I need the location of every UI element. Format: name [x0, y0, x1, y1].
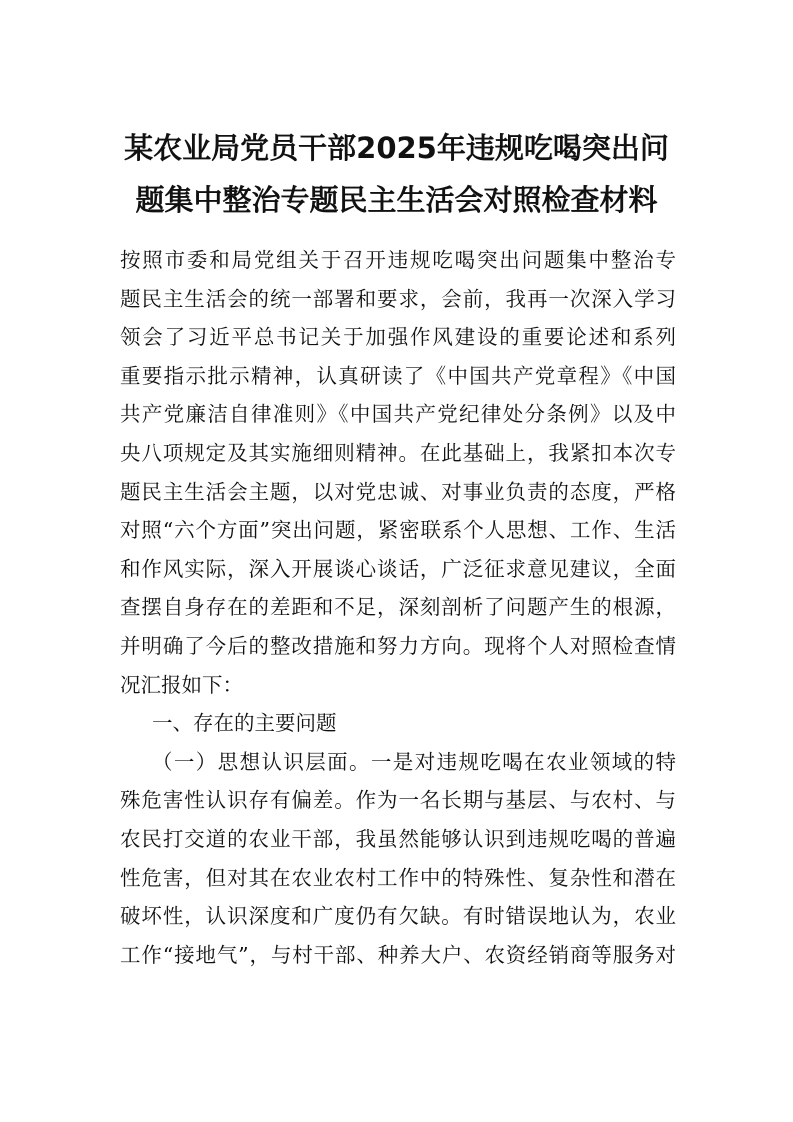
intro-line: 查摆自身存在的差距和不足，深刻剖析了问题产生的根源， — [120, 595, 676, 620]
document-body — [120, 241, 676, 974]
subsection-line: 性危害，但对其在农业农村工作中的特殊性、复杂性和潜在 — [120, 865, 676, 890]
subsection-line: 破坏性，认识深度和广度仍有欠缺。有时错误地认为，农业 — [120, 904, 676, 929]
intro-line: 按照市委和局党组关于召开违规吃喝突出问题集中整治专 — [120, 248, 676, 272]
intro-paragraph — [120, 241, 676, 704]
intro-line: 央八项规定及其实施细则精神。在此基础上，我紧扣本次专 — [120, 440, 676, 465]
intro-line: 和作风实际，深入开展谈心谈话，广泛征求意见建议，全面 — [120, 556, 676, 581]
intro-line: 并明确了今后的整改措施和努力方向。现将个人对照检查情 — [120, 633, 676, 658]
section-heading: 一、存在的主要问题 — [152, 711, 337, 736]
intro-line: 领会了习近平总书记关于加强作风建设的重要论述和系列 — [120, 325, 676, 350]
subsection-line: 殊危害性认识存有偏差。作为一名长期与基层、与农村、与 — [120, 788, 676, 813]
subsection-line: 农民打交道的农业干部，我虽然能够认识到违规吃喝的普遍 — [120, 826, 676, 851]
subsection-line: （一）思想认识层面。一是对违规吃喝在农业领域的特 — [152, 749, 676, 774]
title-line-1: 某农业局党员干部2025年违规吃喝突出问 — [124, 131, 669, 165]
intro-line: 题民主生活会的统一部署和要求，会前，我再一次深入学习 — [120, 286, 676, 311]
intro-line: 共产党廉洁自律准则》《中国共产党纪律处分条例》以及中 — [120, 402, 676, 427]
intro-line: 题民主生活会主题，以对党忠诚、对事业负责的态度，严格 — [120, 479, 676, 504]
intro-line: 况汇报如下： — [120, 672, 243, 697]
subsection-line: 工作“接地气”，与村干部、种养大户、农资经销商等服务对 — [120, 942, 676, 967]
document-title — [90, 122, 703, 226]
subsection-paragraph — [120, 743, 676, 975]
title-line-2: 题集中整治专题民主生活会对照检查材料 — [135, 183, 658, 217]
intro-line: 重要指示批示精神，认真研读了《中国共产党章程》《中国 — [120, 363, 676, 388]
intro-line: 对照“六个方面”突出问题，紧密联系个人思想、工作、生活 — [120, 518, 676, 543]
